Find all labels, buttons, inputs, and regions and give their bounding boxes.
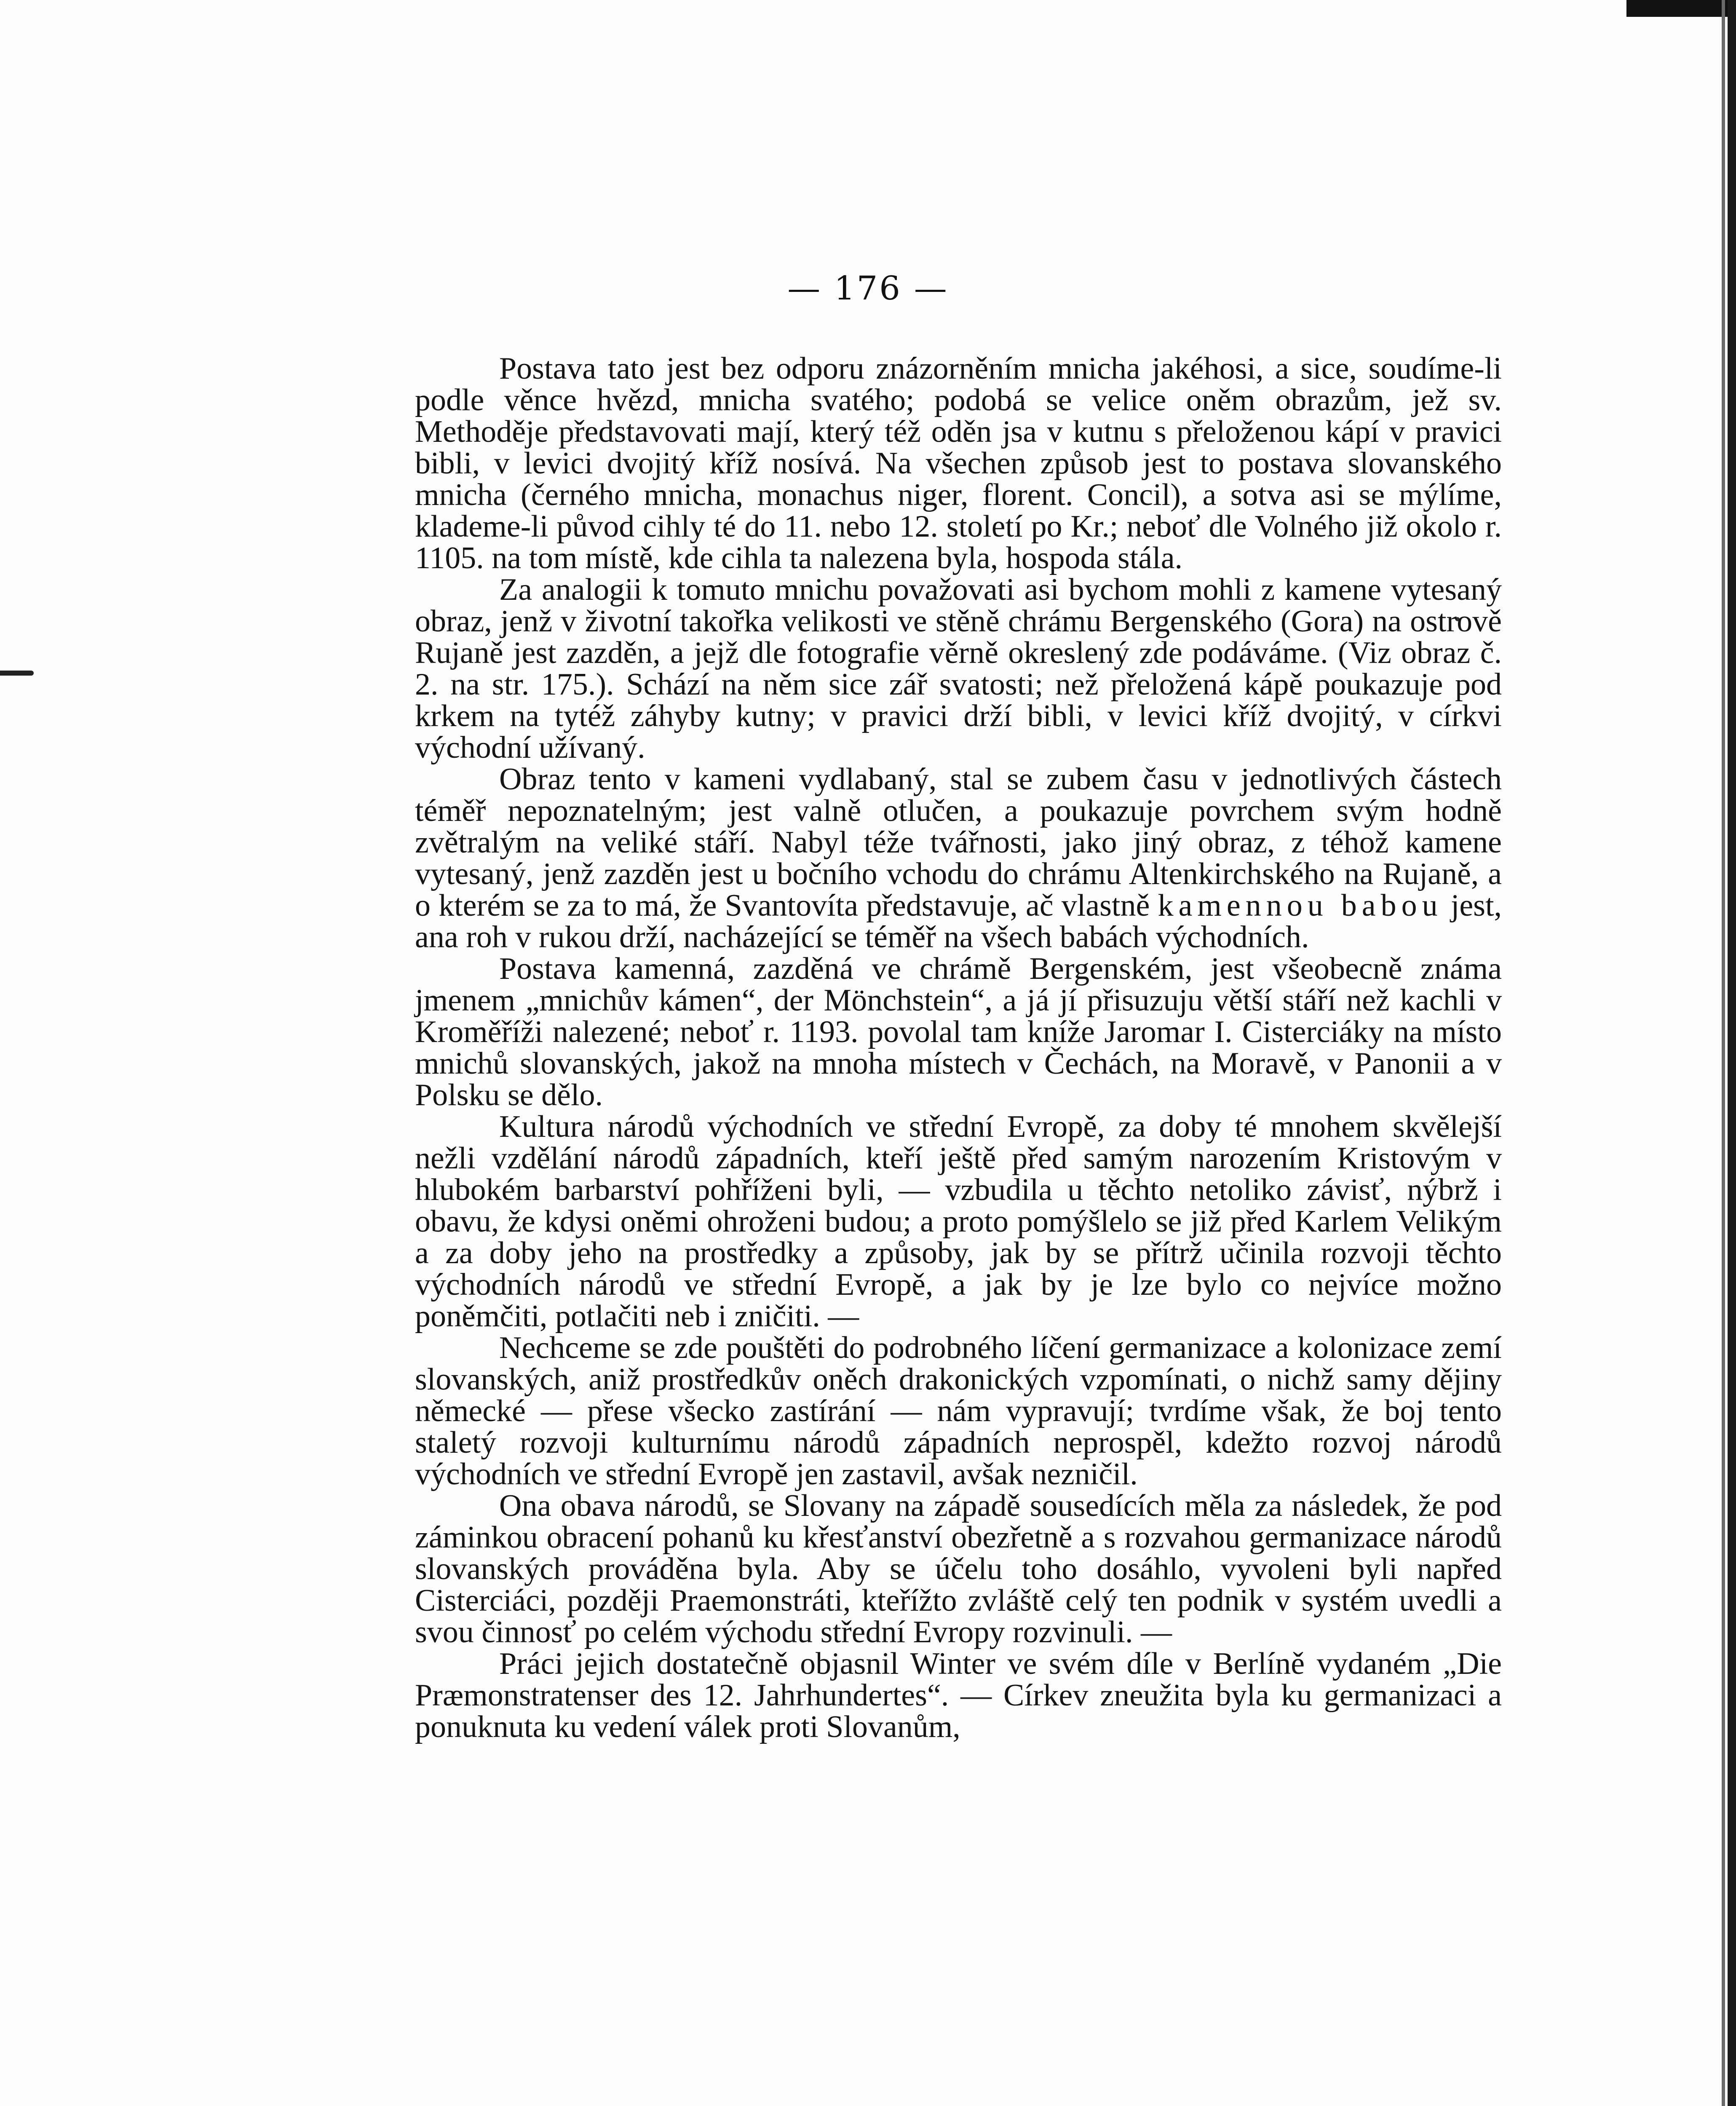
- body-text: [415, 353, 1502, 1743]
- paragraph-8: Práci jejich dostatečně objasnil Winter ve svém díle v Berlíně vydaném „Die Præmonstratenser des 12. Jahrhundertes“. — Církev zneužita byla ku germanizaci a ponuknuta ku vedení válek proti Slovanům,: [415, 1646, 1502, 1744]
- paragraph-3-part-2: jest, ana roh v rukou drží, nacházející se téměř na všech babách východních.: [415, 888, 1502, 954]
- paragraph-3: [415, 764, 1502, 953]
- paragraph-3-part-1: Obraz tento v kameni vydlabaný, stal se zubem času v jednotlivých částech téměř nepoznatelným; jest valně otlučen, a poukazuje povrchem svým hodně zvětralým na veliké stáří. Nabyl téže tvářnosti, jako jiný obraz, z téhož kamene vytesaný, jenž zazděn jest u bočního vchodu do chrámu Altenkirchského na Rujaně, a o kterém se za to má, že Svantovíta představuje, ač vlastně: [415, 762, 1502, 923]
- scan-edge-right: [1728, 0, 1736, 2106]
- paragraph-5: Kultura národů východních ve střední Evropě, za doby té mnohem skvělejší nežli vzdělání národů západních, kteří ještě před samým narozením Kristovým v hlubokém barbarství pohříženi byli, — vzbudila u těchto netoliko závisť, nýbrž i obavu, že kdysi oněmi ohroženi budou; a proto pomýšlelo se již před Karlem Velikým a za doby jeho na prostředky a způsoby, jak by se přítrž učinila rozvoji těchto východních národů ve střední Evropě, a jak by je lze bylo co nejvíce možno poněmčiti, potlačiti neb i zničiti. —: [415, 1109, 1502, 1334]
- emphasis-spaced-text: kamennou babou: [1158, 888, 1443, 923]
- paragraph-6: Nechceme se zde pouštěti do podrobného líčení germanizace a kolonizace zemí slovanských, aniž prostředkův oněch drakonických vzpomínati, o nichž samy dějiny německé — přese všecko zastírání — nám vypravují; tvrdíme však, že boj tento staletý rozvoji kulturnímu národů západních neprospěl, kdežto rozvoj národů východních ve střední Evropě jen zastavil, avšak nezničil.: [415, 1331, 1502, 1491]
- paragraph-4: Postava kamenná, zazděná ve chrámě Bergenském, jest všeobecně známa jmenem „mnichův kámen“, der Mönchstein“, a já jí přisuzuju větší stáří než kachli v Kroměříži nalezené; neboť r. 1193. povolal tam kníže Jaromar I. Cisterciáky na místo mnichů slovanských, jakož na mnoha místech v Čechách, na Moravě, v Panonii a v Polsku se dělo.: [415, 951, 1502, 1112]
- scan-edge-right-shadow: [1722, 0, 1725, 2106]
- paragraph-1: Postava tato jest bez odporu znázorněním mnicha jakéhosi, a sice, soudíme-li podle věnce hvězd, mnicha svatého; podobá se velice oněm obrazům, jež sv. Methoděje představovati mají, který též oděn jsa v kutnu s přeloženou kápí v pravici bibli, v levici dvojitý kříž nosívá. Na všechen způsob jest to postava slovanského mnicha (černého mnicha, monachus niger, florent. Concil), a sotva asi se mýlíme, klademe-li původ cihly té do 11. nebo 12. století po Kr.; neboť dle Volného již okolo r. 1105. na tom místě, kde cihla ta nalezena byla, hospoda stála.: [415, 351, 1502, 575]
- paragraph-2: Za analogii k tomuto mnichu považovati asi bychom mohli z kamene vytesaný obraz, jenž v životní takořka velikosti ve stěně chrámu Bergenského (Gora) na ostrově Rujaně jest zazděn, a jejž dle fotografie věrně okreslený zde podáváme. (Viz obraz č. 2. na str. 175.). Schází na něm sice zář svatosti; než přeložená kápě poukazuje pod krkem na tytéž záhyby kutny; v pravici drží bibli, v levici kříž dvojitý, v církvi východní užívaný.: [415, 572, 1502, 765]
- margin-mark: [0, 671, 34, 676]
- scan-edge-top: [1626, 0, 1736, 17]
- page-number: — 176 —: [787, 270, 949, 307]
- paragraph-7: Ona obava národů, se Slovany na západě sousedících měla za následek, že pod záminkou obracení pohanů ku křesťanství obezřetně a s rozvahou germanizace národů slovanských prováděna byla. Aby se účelu toho dosáhlo, vyvoleni byli napřed Cisterciáci, později Praemonstráti, kteřížto zvláště celý ten podnik v systém uvedli a svou činnosť po celém východu střední Evropy rozvinuli. —: [415, 1489, 1502, 1649]
